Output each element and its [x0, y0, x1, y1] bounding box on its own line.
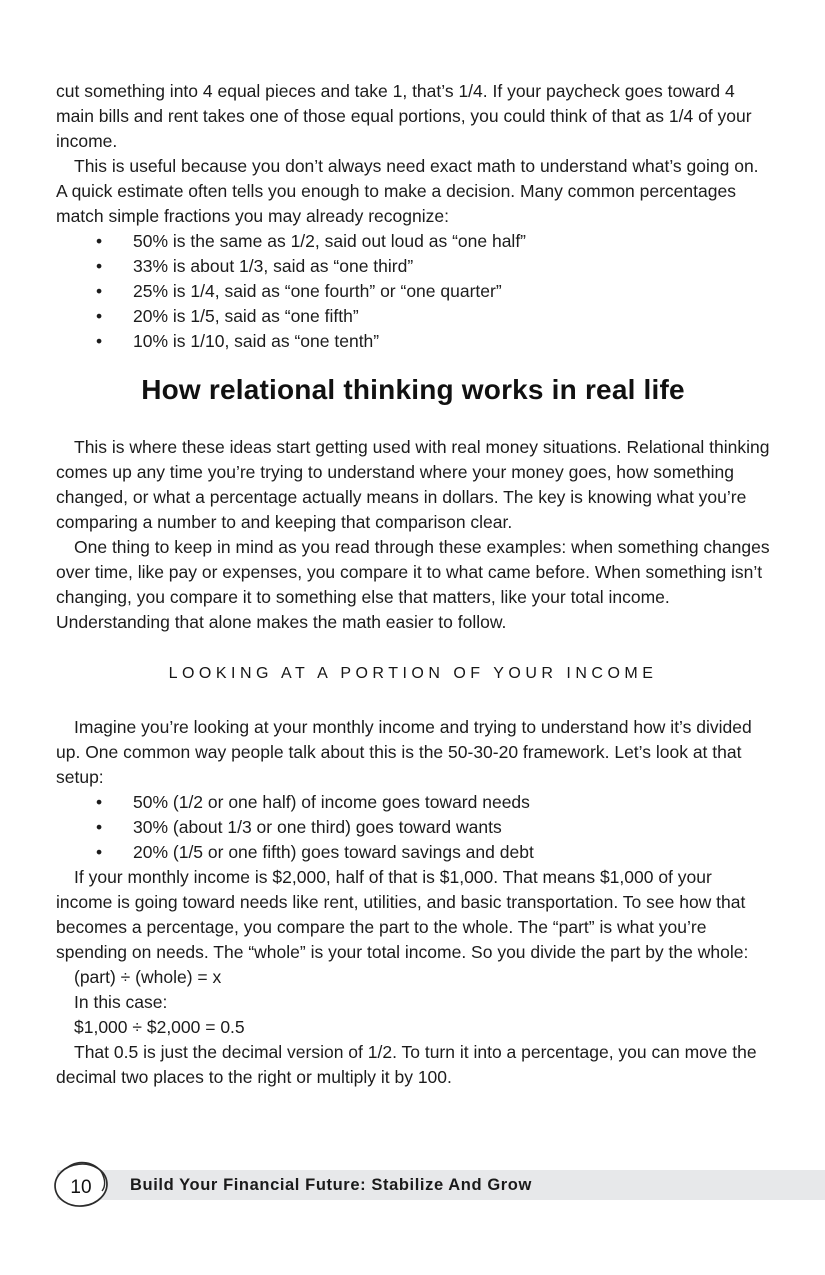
page-number: 10	[70, 1176, 92, 1198]
body-paragraph-7: That 0.5 is just the decimal version of 1/2. To turn it into a percentage, you can move the decimal two places to the right or multiply it by 100.	[56, 1042, 757, 1087]
body-paragraph-6: If your monthly income is $2,000, half of that is $1,000. That means $1,000 of your income is going toward needs like rent, utilities, and basic transportation. To see how that becomes a percentage, you compare the part to the whole. The “part” is what you’re spending on needs. The “whole” is your total income. So you divide the part by the whole:	[56, 867, 749, 962]
budget-split-list	[56, 790, 770, 865]
subsection-heading: LOOKING AT A PORTION OF YOUR INCOME	[168, 665, 658, 682]
list-item: • 25% is 1/4, said as “one fourth” or “one quarter”	[56, 279, 770, 304]
footer-bar	[57, 1170, 825, 1200]
body-paragraph-5: Imagine you’re looking at your monthly income and trying to understand how it’s divided up. One common way people talk about this is the 50-30-20 framework. Let’s look at that setup:	[56, 717, 752, 787]
body-paragraph-3: This is where these ideas start getting used with real money situations. Relational thinking comes up any time you’re trying to understand where your money goes, how something changed, or what a percentage actually means in dollars. The key is knowing what you’re comparing a number to and keeping that comparison clear.	[56, 437, 770, 532]
percentage-fraction-list	[56, 229, 770, 354]
body-paragraph-4: One thing to keep in mind as you read through these examples: when something changes over time, like pay or expenses, you compare it to what came before. When something isn’t changing, you compare it to something else that matters, like your total income. Understanding that alone makes the math easier to follow.	[56, 537, 770, 632]
page-number-badge	[52, 1160, 110, 1209]
book-title: Build Your Financial Future: Stabilize And Grow	[130, 1175, 532, 1194]
list-item: • 50% (1/2 or one half) of income goes toward needs	[56, 790, 770, 815]
formula-line: (part) ÷ (whole) = x	[74, 967, 222, 987]
list-item: • 20% is 1/5, said as “one fifth”	[56, 304, 770, 329]
page-body-text	[56, 79, 770, 1090]
formula-intro-line: In this case:	[74, 992, 168, 1012]
formula-line: $1,000 ÷ $2,000 = 0.5	[74, 1017, 245, 1037]
section-heading: How relational thinking works in real life	[141, 374, 685, 405]
list-item: • 33% is about 1/3, said as “one third”	[56, 254, 770, 279]
list-item: • 50% is the same as 1/2, said out loud as “one half”	[56, 229, 770, 254]
body-paragraph-2: This is useful because you don’t always need exact math to understand what’s going on. A quick estimate often tells you enough to make a decision. Many common percentages match simple fractions you may already recognize:	[56, 156, 759, 226]
list-item: • 20% (1/5 or one fifth) goes toward savings and debt	[56, 840, 770, 865]
list-item: • 10% is 1/10, said as “one tenth”	[56, 329, 770, 354]
list-item: • 30% (about 1/3 or one third) goes toward wants	[56, 815, 770, 840]
body-paragraph-1: cut something into 4 equal pieces and take 1, that’s 1/4. If your paycheck goes toward 4 main bills and rent takes one of those equal portions, you could think of that as 1/4 of your income.	[56, 81, 752, 151]
